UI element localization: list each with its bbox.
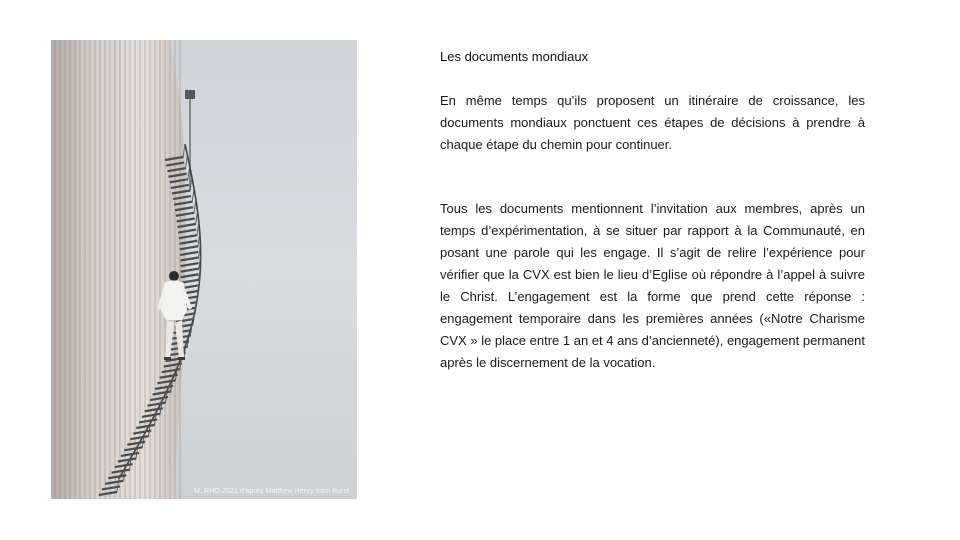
page-title: Les documents mondiaux: [440, 49, 589, 64]
silo-tower: [51, 40, 186, 499]
spiral-staircase-photo: [51, 40, 357, 499]
paragraph-1: En même temps qu’ils proposent un itinéraire de croissance, les documents mondiaux ponctuent ces étapes de décisions à prendre à chaque étape du chemin pour continuer.: [440, 93, 865, 152]
lamp-head: [185, 90, 195, 99]
photo-credit: M. RHO 2021 d'après Matthew Henry from Burst: [194, 488, 350, 495]
paragraph-2: Tous les documents mentionnent l’invitation aux membres, après un temps d’expérimentation, à se situer par rapport à la Communauté, en posant une parole qui les engage. Il s’agit de relire l’expérience pour vérifier que la CVX est bien le lieu d’Eglise où répondre à l’appel à suivre le Christ. L’engagement est la forme que prend cette réponse : engagement temporaire dans les premières années («Notre Charisme CVX » le place entre 1 an et 4 ans d’ancienneté), engagement permanent après le discernement de la vocation.: [440, 201, 865, 370]
staircase-illustration: [51, 40, 357, 499]
text-block: [440, 48, 865, 374]
